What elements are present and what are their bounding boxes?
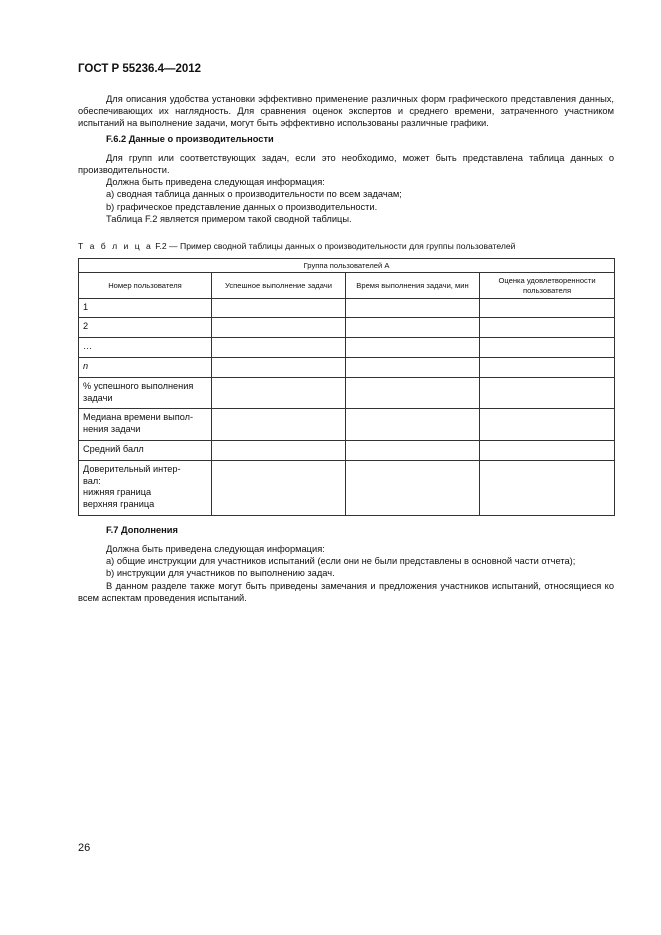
table-row (79, 461, 615, 516)
table-cell (346, 338, 480, 358)
table-cell (480, 338, 615, 358)
column-header-user-number: Номер пользователя (79, 273, 212, 299)
page-number: 26 (78, 842, 91, 854)
table-cell (480, 299, 615, 318)
row-label: 1 (79, 299, 212, 318)
row-label: … (79, 338, 212, 358)
section-f62-heading: F.6.2 Данные о производительности (106, 134, 274, 144)
table-cell (212, 299, 346, 318)
table-cell (212, 409, 346, 441)
row-label-line: Медиана времени выпол- (83, 412, 194, 422)
table-cell (212, 461, 346, 516)
row-label: % успешного выполнения задачи (79, 378, 212, 409)
row-label-line: Доверительный интер- (83, 464, 181, 474)
table-cell (346, 461, 480, 516)
section-f7-text: В данном разделе также могут быть приведены замечания и предложения участников испытаний, относящиеся ко всем аспектам проведения испытаний. (78, 581, 614, 604)
table-row (79, 338, 615, 358)
table-cell (346, 378, 480, 409)
table-row (79, 358, 615, 378)
table-row (79, 441, 615, 461)
table-row (79, 409, 615, 441)
table-row (79, 299, 615, 318)
table-cell (212, 318, 346, 338)
table-cell (346, 318, 480, 338)
row-label: n (79, 358, 212, 378)
table-cell (480, 358, 615, 378)
section-f62-item-a: a) сводная таблица данных о производительности по всем задачам; (106, 189, 402, 199)
row-label: 2 (79, 318, 212, 338)
column-header-time: Время выполнения задачи, мин (346, 273, 480, 299)
section-f7-item-b: b) инструкции для участников по выполнению задач. (106, 568, 335, 578)
row-label (79, 461, 212, 516)
section-f7-lead: Должна быть приведена следующая информация: (106, 544, 325, 554)
table-cell (480, 318, 615, 338)
table-cell (212, 378, 346, 409)
table-cell (212, 358, 346, 378)
table-row (79, 318, 615, 338)
section-f7-item-a: a) общие инструкции для участников испытаний (если они не были представлены в основной части отчета); (106, 556, 576, 566)
row-label-line: нижняя граница (83, 487, 152, 497)
table-cell (346, 299, 480, 318)
table-cell (480, 378, 615, 409)
table-cell (346, 358, 480, 378)
section-f7-heading: F.7 Дополнения (106, 525, 178, 535)
row-label-line: верхняя граница (83, 498, 155, 509)
table-caption-prefix: Т а б л и ц а (78, 241, 153, 251)
table-cell (212, 338, 346, 358)
table-caption-text: F.2 — Пример сводной таблицы данных о производительности для группы пользователей (155, 241, 516, 251)
row-label-line: вал: (83, 475, 101, 486)
row-label (79, 409, 212, 441)
column-header-satisfaction: Оценка удовлетворенности пользователя (480, 273, 615, 299)
column-header-success: Успешное выполнение задачи (212, 273, 346, 299)
table-cell (212, 441, 346, 461)
section-f62-paragraph (78, 152, 614, 176)
table-cell (480, 409, 615, 441)
table-row (79, 378, 615, 409)
row-label-line: нения задачи (83, 423, 141, 434)
table-group-header: Группа пользователей А (79, 259, 615, 273)
table-cell (480, 441, 615, 461)
intro-paragraph (78, 93, 614, 130)
section-f7-paragraph (78, 580, 614, 604)
section-f62-item-b: b) графическое представление данных о производительности. (106, 202, 378, 212)
document-code-header: ГОСТ Р 55236.4—2012 (78, 63, 202, 75)
table-cell (346, 409, 480, 441)
intro-text: Для описания удобства установки эффективно применение различных форм графического представления данных, обеспечивающих их наглядность. Для сравнения оценок экспертов и среднего времени, затраченного участником испытаний на выполнение задачи, могут быть эффективно использованы различные графики. (78, 94, 614, 129)
section-f62-example: Таблица F.2 является примером такой сводной таблицы. (106, 214, 352, 224)
table-caption (78, 241, 516, 251)
table-cell (480, 461, 615, 516)
section-f62-text: Для групп или соответствующих задач, если это необходимо, может быть представлена таблица данных о производительности. (78, 153, 614, 176)
performance-summary-table (78, 258, 615, 516)
table-cell (346, 441, 480, 461)
section-f62-lead: Должна быть приведена следующая информация: (106, 177, 325, 187)
row-label: Средний балл (79, 441, 212, 461)
